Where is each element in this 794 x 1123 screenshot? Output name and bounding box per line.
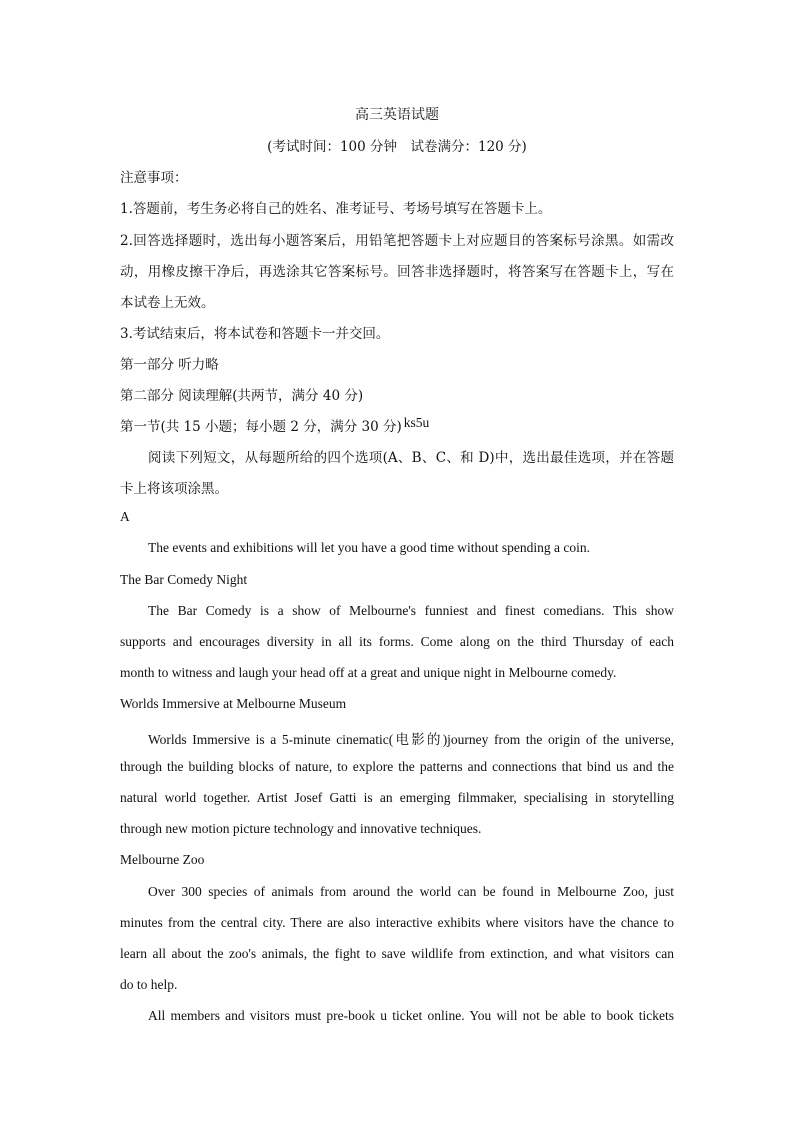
passage-label: A — [120, 509, 130, 524]
part-one-heading: 第一部分 听力略 — [120, 357, 219, 373]
watermark-mark: ks5u — [403, 415, 430, 430]
note-item-1: 1.答题前，考生务必将自己的姓名、准考证号、考场号填写在答题卡上。 — [120, 201, 552, 217]
zoo-paragraph-line-1: Over 300 species of animals from around the world can be found in Melbourne Zoo, just — [148, 884, 674, 899]
event-heading-museum: Worlds Immersive at Melbourne Museum — [120, 696, 347, 711]
instructions-line-2: 卡上将该项涂黑。 — [120, 481, 228, 497]
booking-paragraph-line-1: All members and visitors must pre-book u ticket online. You will not be able to book tickets — [148, 1008, 674, 1023]
comedy-paragraph-line-3: month to witness and laugh your head off at a great and unique night in Melbourne comedy. — [120, 665, 617, 680]
event-heading-comedy: The Bar Comedy Night — [120, 572, 248, 587]
note-item-3: 3.考试结束后，将本试卷和答题卡一并交回。 — [120, 326, 390, 342]
exam-subtitle: (考试时间：100 分钟 试卷满分：120 分) — [267, 139, 527, 155]
event-heading-zoo: Melbourne Zoo — [120, 852, 205, 867]
section-one-heading — [120, 415, 429, 435]
note-item-2-line-3: 本试卷上无效。 — [120, 295, 215, 311]
exam-title: 高三英语试题 — [355, 107, 439, 123]
museum-paragraph-line-4: through new motion picture technology and innovative techniques. — [120, 821, 482, 836]
museum-paragraph-line-3: natural world together. Artist Josef Gatti is an emerging filmmaker, specialising in storytelling — [120, 790, 674, 805]
museum-paragraph-line-1: Worlds Immersive is a 5-minute cinematic(电影的)journey from the origin of the universe, — [148, 732, 674, 747]
section-one-text: 第一节(共 15 小题；每小题 2 分，满分 30 分) — [120, 419, 402, 435]
comedy-paragraph-line-1: The Bar Comedy is a show of Melbourne's funniest and finest comedians. This show — [148, 603, 674, 618]
zoo-paragraph-line-4: do to help. — [120, 977, 178, 992]
comedy-paragraph-line-2: supports and encourages diversity in all its forms. Come along on the third Thursday of each — [120, 634, 674, 649]
zoo-paragraph-line-2: minutes from the central city. There are also interactive exhibits where visitors have the chance to — [120, 915, 674, 930]
note-item-2-line-2: 动，用橡皮擦干净后，再选涂其它答案标号。回答非选择题时，将答案写在答题卡上，写在 — [120, 264, 674, 280]
museum-paragraph-line-2: through the building blocks of nature, to explore the patterns and connections that bind us and the — [120, 759, 674, 774]
part-two-heading: 第二部分 阅读理解(共两节，满分 40 分) — [120, 388, 364, 404]
notes-heading: 注意事项： — [120, 170, 188, 186]
instructions-line-1: 阅读下列短文，从每题所给的四个选项(A、B、C、和 D)中，选出最佳选项，并在答题 — [148, 450, 674, 466]
zoo-paragraph-line-3: learn all about the zoo's animals, the fight to save wildlife from extinction, and what visitors can — [120, 946, 674, 961]
note-item-2-line-1: 2.回答选择题时，选出每小题答案后，用铅笔把答题卡上对应题目的答案标号涂黑。如需改 — [120, 233, 674, 249]
passage-intro: The events and exhibitions will let you have a good time without spending a coin. — [148, 540, 591, 555]
